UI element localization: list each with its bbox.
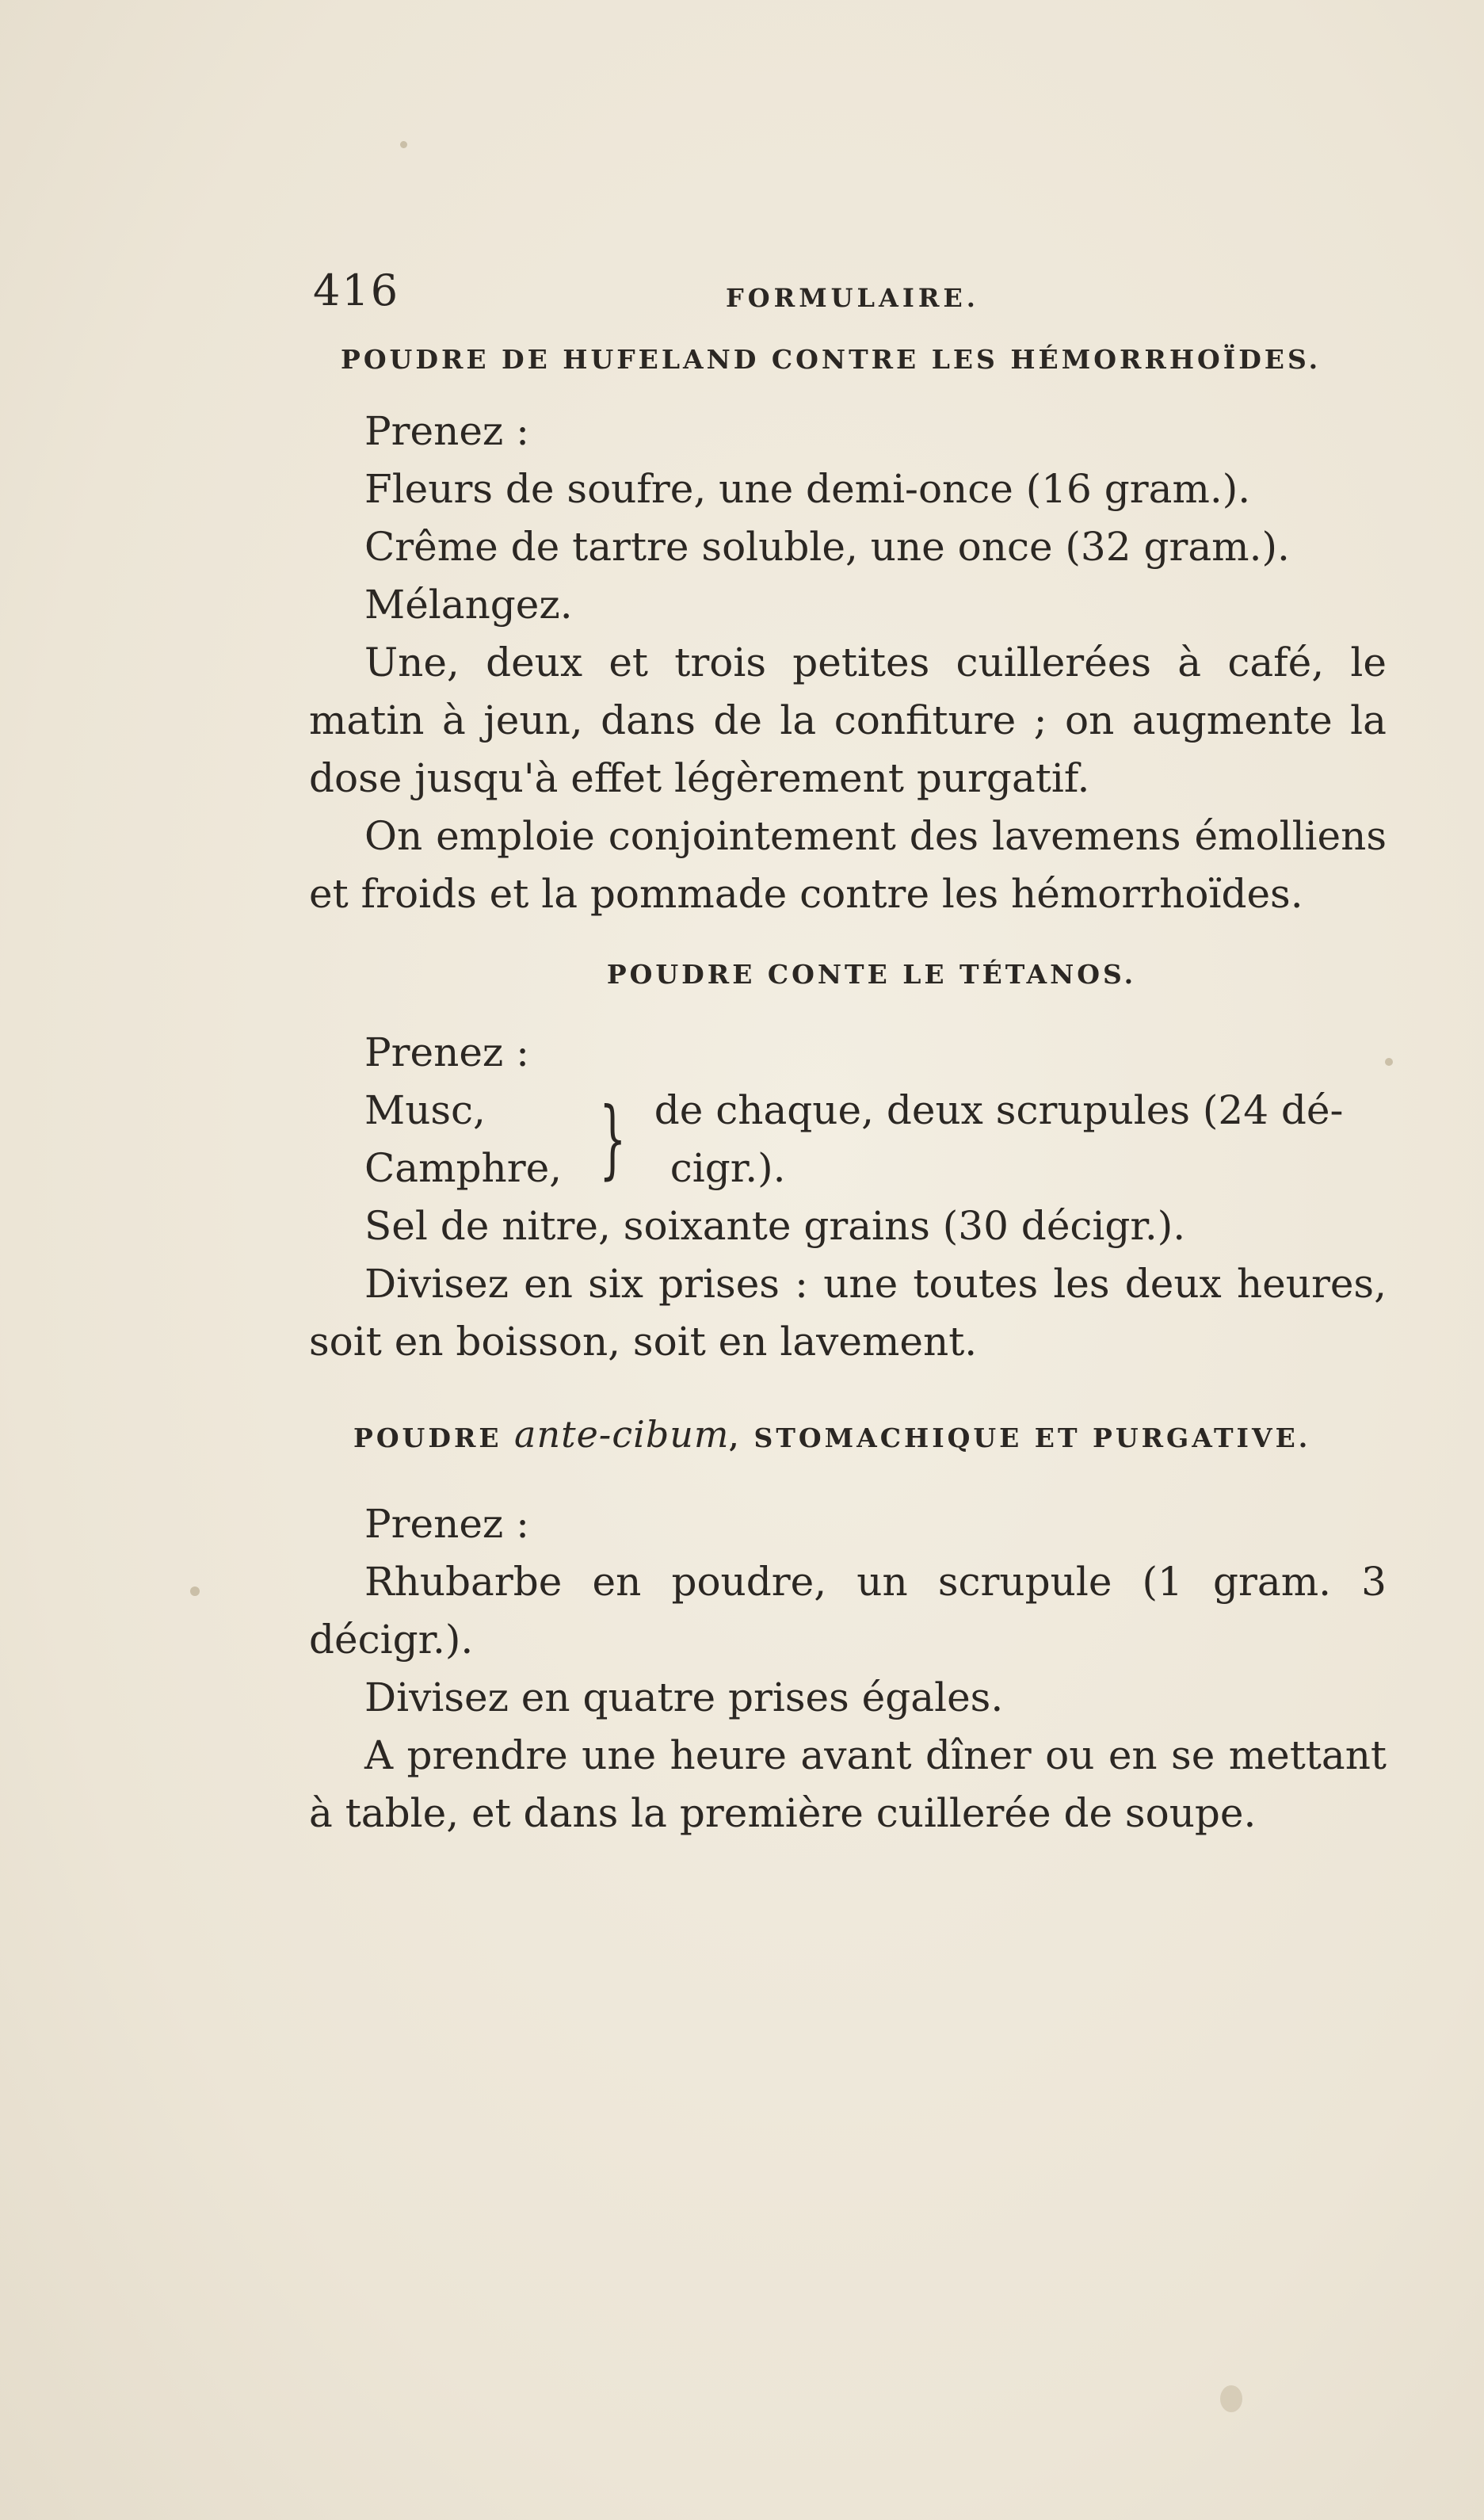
page-number: 416 [313, 265, 400, 315]
section-title-ante-cibum [353, 1406, 1387, 1467]
ingredient-line: Crême de tartre soluble, une once (32 gram.). [364, 524, 1290, 570]
note-paragraph: On emploie conjointement des lavemens émolliens et froids et la pommade contre les hémorrhoïdes. [309, 813, 1387, 917]
instruction-paragraph: A prendre une heure avant dîner ou en se mettant à table, et dans la première cuillerée de soupe. [309, 1732, 1387, 1836]
title-part-poudre: POUDRE [353, 1422, 502, 1453]
running-title: FORMULAIRE. [726, 283, 979, 313]
instruction-paragraph: Divisez en six prises : une toutes les deux heures, soit en boisson, soit en lavement. [309, 1261, 1387, 1365]
instruction-line: Divisez en quatre prises égales. [364, 1674, 1004, 1720]
prenez-line: Prenez : [364, 1501, 530, 1547]
page-header [309, 262, 1387, 333]
page-content [309, 262, 1387, 1842]
title-part-rest: , STOMACHIQUE ET PURGATIVE. [729, 1422, 1311, 1453]
dose-text [654, 1082, 1344, 1197]
dosage-paragraph: Une, deux et trois petites cuillerées à café, le matin à jeun, dans de la confiture ; on augmente la dose jusqu'à effet légèrement purgatif. [309, 640, 1387, 801]
ingredient-group [309, 1082, 1387, 1197]
ingredient-line: Sel de nitre, soixante grains (30 décigr.). [364, 1203, 1186, 1249]
dose-line-2: cigr.). [670, 1145, 786, 1191]
ingredient-musc: Musc, [364, 1087, 486, 1133]
section-title-hufeland: POUDRE DE HUFELAND CONTRE LES HÉMORRHOÏDES. [341, 344, 1322, 375]
ingredient-names [364, 1082, 562, 1197]
ingredient-paragraph: Rhubarbe en poudre, un scrupule (1 gram. 3 décigr.). [309, 1559, 1387, 1663]
paper-spot [400, 141, 407, 148]
title-part-italic: ante-cibum [514, 1413, 730, 1456]
ingredient-line: Fleurs de soufre, une demi-once (16 gram.). [364, 466, 1251, 512]
instruction-line: Mélangez. [364, 582, 573, 628]
paper-spot [190, 1586, 200, 1596]
ingredient-camphre: Camphre, [364, 1145, 563, 1191]
prenez-line: Prenez : [364, 408, 530, 454]
brace: } [599, 1090, 627, 1189]
dose-line-1: de chaque, deux scrupules (24 dé- [654, 1087, 1344, 1133]
section-title-tetanos: POUDRE CONTE LE TÉTANOS. [606, 959, 1137, 990]
paper-spot [1220, 2385, 1242, 2412]
prenez-line: Prenez : [364, 1029, 530, 1075]
